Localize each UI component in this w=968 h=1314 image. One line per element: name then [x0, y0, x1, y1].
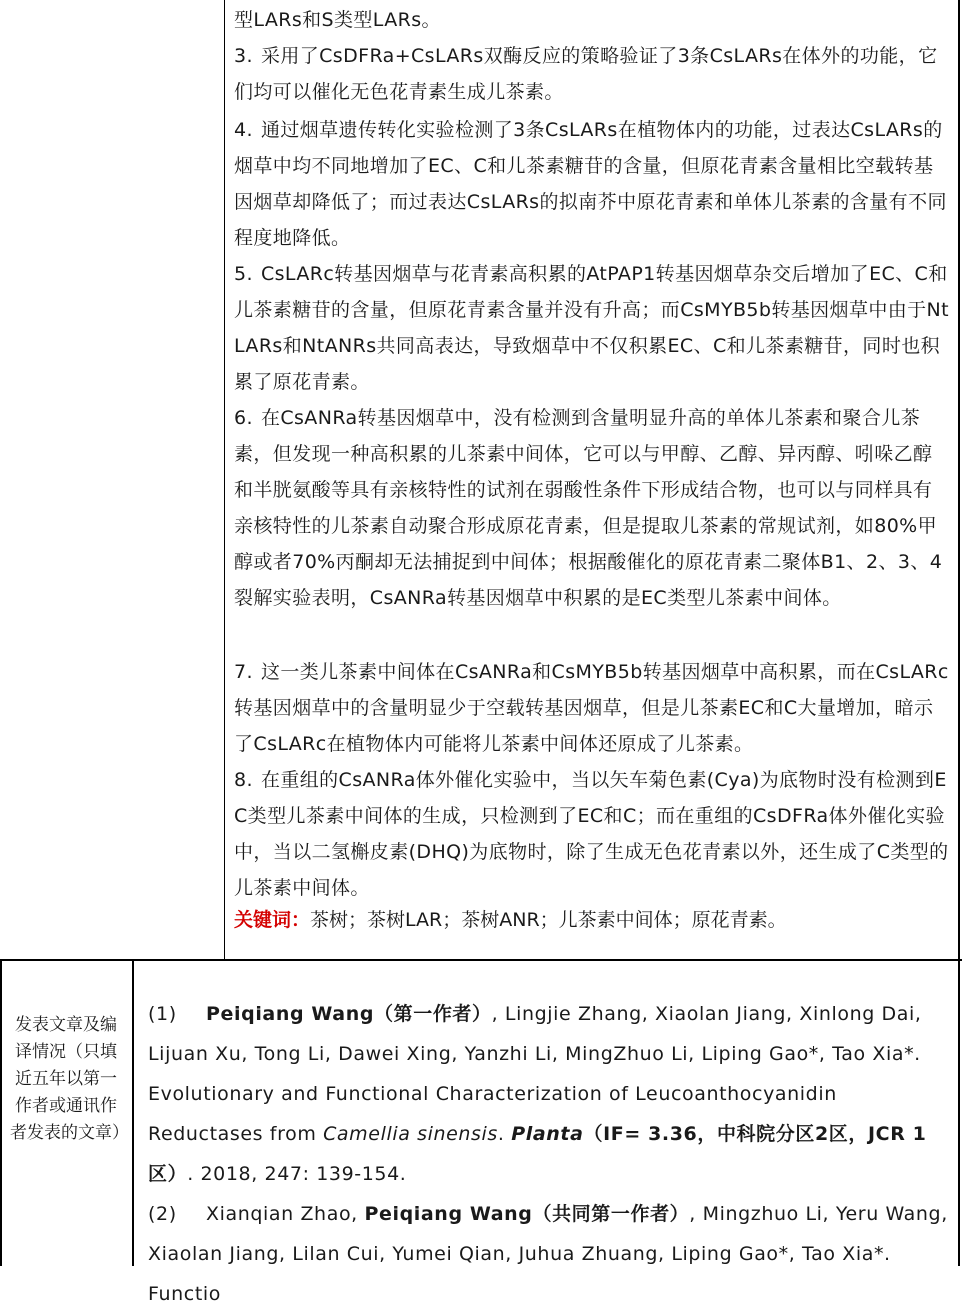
summary-item-3-text: 采用了CsDFRa+CsLARs双酶反应的策略验证了3条CsLARs在体外的功能，它们均可以催化无色花青素生成儿茶素。 — [234, 45, 938, 103]
publication-1-role: （第一作者） — [374, 1003, 492, 1025]
summary-item-4-number: 4. — [234, 119, 253, 141]
summary-item-6 — [234, 400, 949, 616]
table-left-edge-bottom — [0, 960, 2, 1266]
publication-1-species: Camellia sinensis — [323, 1123, 498, 1145]
publication-1-metrics: （IF= 3.36，中科院分区2区，JCR 1区） — [148, 1123, 927, 1185]
publication-item-2 — [148, 1194, 948, 1314]
summary-item-5-number: 5. — [234, 263, 253, 285]
summary-continuation-text: 型LARs和S类型LARs。 — [234, 9, 441, 31]
section-divider — [0, 959, 962, 961]
publication-2-index: (2) — [148, 1203, 177, 1225]
publication-2-lead-author: Xianqian Zhao, — [206, 1203, 365, 1225]
summary-item-3 — [234, 38, 949, 110]
summary-item-8-number: 8. — [234, 769, 253, 791]
publication-2-author: Peiqiang Wang — [364, 1203, 533, 1225]
publication-1-author: Peiqiang Wang — [206, 1003, 375, 1025]
publication-1-coauthors: , Lingjie Zhang, Xiaolan Jiang, Xinlong Dai, Lijuan Xu, Tong Li, Dawei Xing, Yanzhi Li, MingZhuo Li, Liping Gao*, Tao Xia*. Evolutionary and Functional Characterization of Leucoanthocyanidin Reductases from — [148, 1003, 922, 1145]
publication-1-separator: . — [497, 1123, 512, 1145]
summary-item-7 — [234, 654, 949, 762]
summary-item-7-number: 7. — [234, 661, 253, 683]
publication-1-journal: Planta — [511, 1123, 584, 1145]
publication-1-index: (1) — [148, 1003, 177, 1025]
summary-item-6-text: 在CsANRa转基因烟草中，没有检测到含量明显升高的单体儿茶素和聚合儿茶素，但发现一种高积累的儿茶素中间体，它可以与甲醇、乙醇、异丙醇、吲哚乙醇和半胱氨酸等具有亲核特性的试剂在弱酸性条件下形成结合物，也可以与同样具有亲核特性的儿茶素自动聚合形成原花青素，但是提取儿茶素的常规试剂，如80%甲醇或者70%丙酮却无法捕捉到中间体；根据酸催化的原花青素二聚体B1、2、3、4裂解实验表明，CsANRa转基因烟草中积累的是EC类型儿茶素中间体。 — [234, 407, 943, 609]
publications-row-label: 发表文章及编译情况（只填近五年以第一作者或通讯作者发表的文章） — [10, 1015, 129, 1143]
summary-continuation — [234, 2, 949, 38]
summary-item-5 — [234, 256, 949, 400]
table-right-border-top — [958, 0, 960, 960]
summary-item-4-text: 通过烟草遗传转化实验检测了3条CsLARs在植物体内的功能，过表达CsLARs的烟草中均不同地增加了EC、C和儿茶素糖苷的含量，但原花青素含量相比空载转基因烟草却降低了；而过表达CsLARs的拟南芥中原花青素和单体儿茶素的含量有不同程度地降低。 — [234, 119, 947, 249]
publication-2-role: （共同第一作者） — [532, 1203, 690, 1225]
summary-item-7-text: 这一类儿茶素中间体在CsANRa和CsMYB5b转基因烟草中高积累，而在CsLARc转基因烟草中的含量明显少于空载转基因烟草，但是儿茶素EC和C大量增加，暗示了CsLARc在植物体内可能将儿茶素中间体还原成了儿茶素。 — [234, 661, 949, 755]
keywords-label: 关键词： — [234, 909, 311, 931]
summary-item-6-number: 6. — [234, 407, 253, 429]
publication-item-1 — [148, 994, 948, 1194]
keywords-line — [234, 902, 949, 938]
summary-item-4 — [234, 112, 949, 256]
summary-item-8-text: 在重组的CsANRa体外催化实验中，当以矢车菊色素(Cya)为底物时没有检测到EC类型儿茶素中间体的生成，只检测到了EC和C；而在重组的CsDFRa体外催化实验中，当以二氢槲皮素(DHQ)为底物时，除了生成无色花青素以外，还生成了C类型的儿茶素中间体。 — [234, 769, 949, 899]
publication-2-coauthors: , Mingzhuo Li, Yeru Wang, Xiaolan Jiang, Lilan Cui, Yumei Qian, Juhua Zhuang, Liping Gao*, Tao Xia*. Functio — [148, 1203, 948, 1305]
table-left-border-top — [224, 0, 225, 960]
summary-item-3-number: 3. — [234, 45, 253, 67]
summary-item-8 — [234, 762, 949, 906]
table-right-border-bottom — [958, 960, 960, 1266]
publication-1-citation: . 2018, 247: 139-154. — [187, 1163, 407, 1185]
label-column-divider — [132, 960, 134, 1266]
summary-item-5-text: CsLARc转基因烟草与花青素高积累的AtPAP1转基因烟草杂交后增加了EC、C和儿茶素糖苷的含量，但原花青素含量并没有升高；而CsMYB5b转基因烟草中由于NtLARs和NtANRs共同高表达，导致烟草中不仅积累EC、C和儿茶素糖苷，同时也积累了原花青素。 — [234, 263, 950, 393]
keywords-text: 茶树；茶树LAR；茶树ANR；儿茶素中间体；原花青素。 — [310, 909, 787, 931]
